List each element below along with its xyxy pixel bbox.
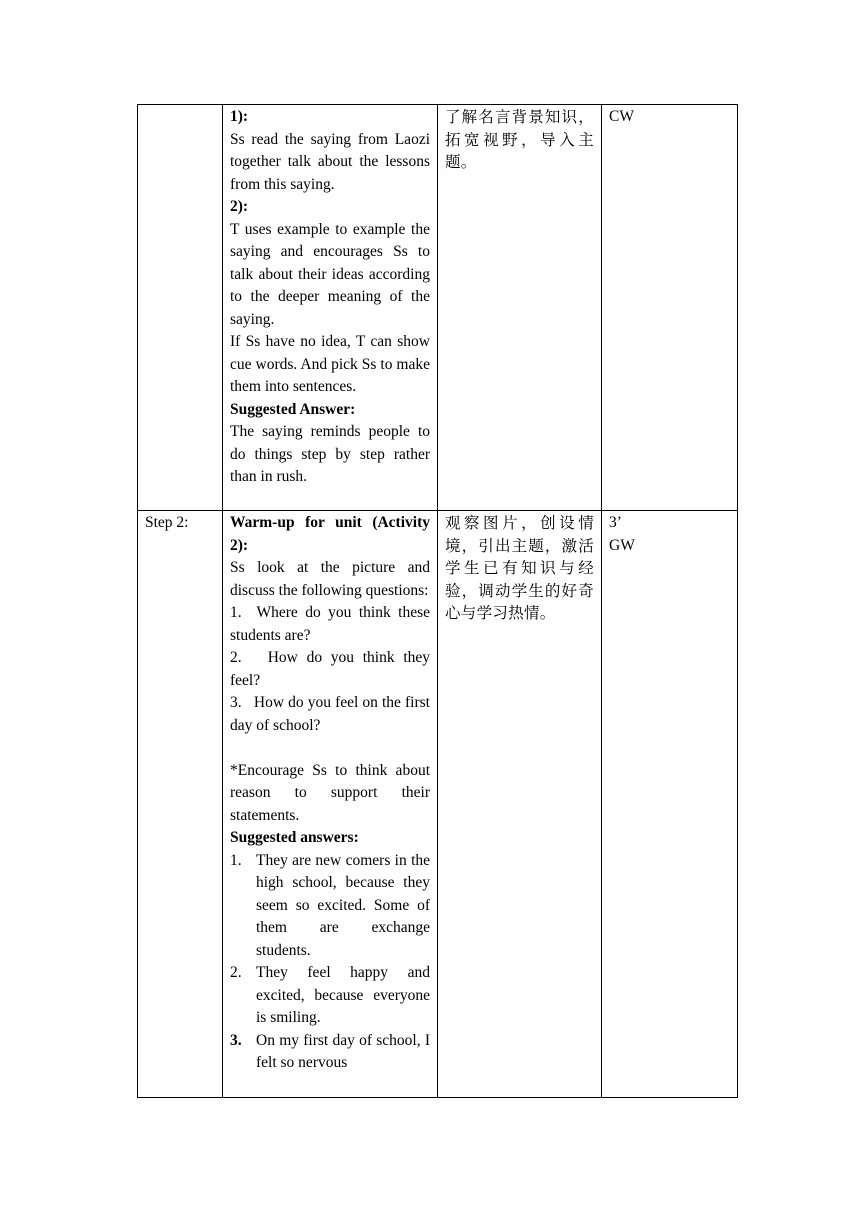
- purpose-cell: [438, 511, 602, 1098]
- step-label: Step 2:: [145, 514, 189, 531]
- suggested-answer-label: Suggested Answer:: [230, 400, 356, 418]
- activity-paragraph: If Ss have no idea, T can show cue words. And pick Ss to make them into sentences.: [230, 333, 430, 395]
- step-cell: [138, 105, 223, 511]
- activity-cell: [223, 105, 438, 511]
- activity-subhead: 1):: [230, 108, 249, 125]
- purpose-text: 了解名言背景知识，拓宽视野，导入主题。: [445, 108, 594, 171]
- time-mode-cell: [602, 105, 738, 511]
- answer-text: On my first day of school, I felt so nervous: [256, 1031, 430, 1071]
- step-cell: [138, 511, 223, 1098]
- question-item: 3. How do you feel on the first day of school?: [230, 694, 430, 734]
- time-text: 3’: [609, 514, 622, 531]
- encourage-note: *Encourage Ss to think about reason to support their statements.: [230, 761, 430, 824]
- answer-number: 3.: [230, 1031, 242, 1049]
- spacer: [230, 737, 430, 760]
- table-row: [138, 511, 738, 1098]
- lesson-plan-table: [137, 104, 738, 1098]
- activity-paragraph: T uses example to example the saying and encourages Ss to talk about their ideas according to the deeper meaning of the saying.: [230, 220, 430, 328]
- list-item: [230, 1030, 430, 1075]
- activity-subhead: 2):: [230, 198, 249, 215]
- answer-number: 2.: [230, 964, 242, 981]
- time-mode-cell: [602, 511, 738, 1098]
- activity-cell: [223, 511, 438, 1098]
- purpose-text: 观察图片，创设情境，引出主题，激活学生已有知识与经验，调动学生的好奇心与学习热情。: [445, 514, 594, 622]
- question-item: 2. How do you think they feel?: [230, 649, 430, 689]
- question-item: 1. Where do you think these students are?: [230, 604, 430, 644]
- answer-text: They feel happy and excited, because everyone is smiling.: [256, 964, 430, 1026]
- activity-intro: Ss look at the picture and discuss the following questions:: [230, 559, 430, 599]
- answer-number: 1.: [230, 851, 242, 869]
- purpose-cell: [438, 105, 602, 511]
- activity-heading: Warm-up for unit (Activity 2):: [230, 514, 430, 554]
- suggested-answer-text: The saying reminds people to do things step by step rather than in rush.: [230, 423, 430, 485]
- mode-text: GW: [609, 536, 635, 554]
- activity-paragraph: Ss read the saying from Laozi together talk about the lessons from this saying.: [230, 130, 430, 193]
- mode-text: CW: [609, 108, 634, 125]
- answer-text: They are new comers in the high school, because they seem so excited. Some of them are exchange students.: [256, 851, 430, 959]
- list-item: [230, 962, 430, 1030]
- answer-list: [230, 850, 430, 1075]
- suggested-answers-label: Suggested answers:: [230, 829, 359, 846]
- list-item: [230, 850, 430, 963]
- table-row: [138, 105, 738, 511]
